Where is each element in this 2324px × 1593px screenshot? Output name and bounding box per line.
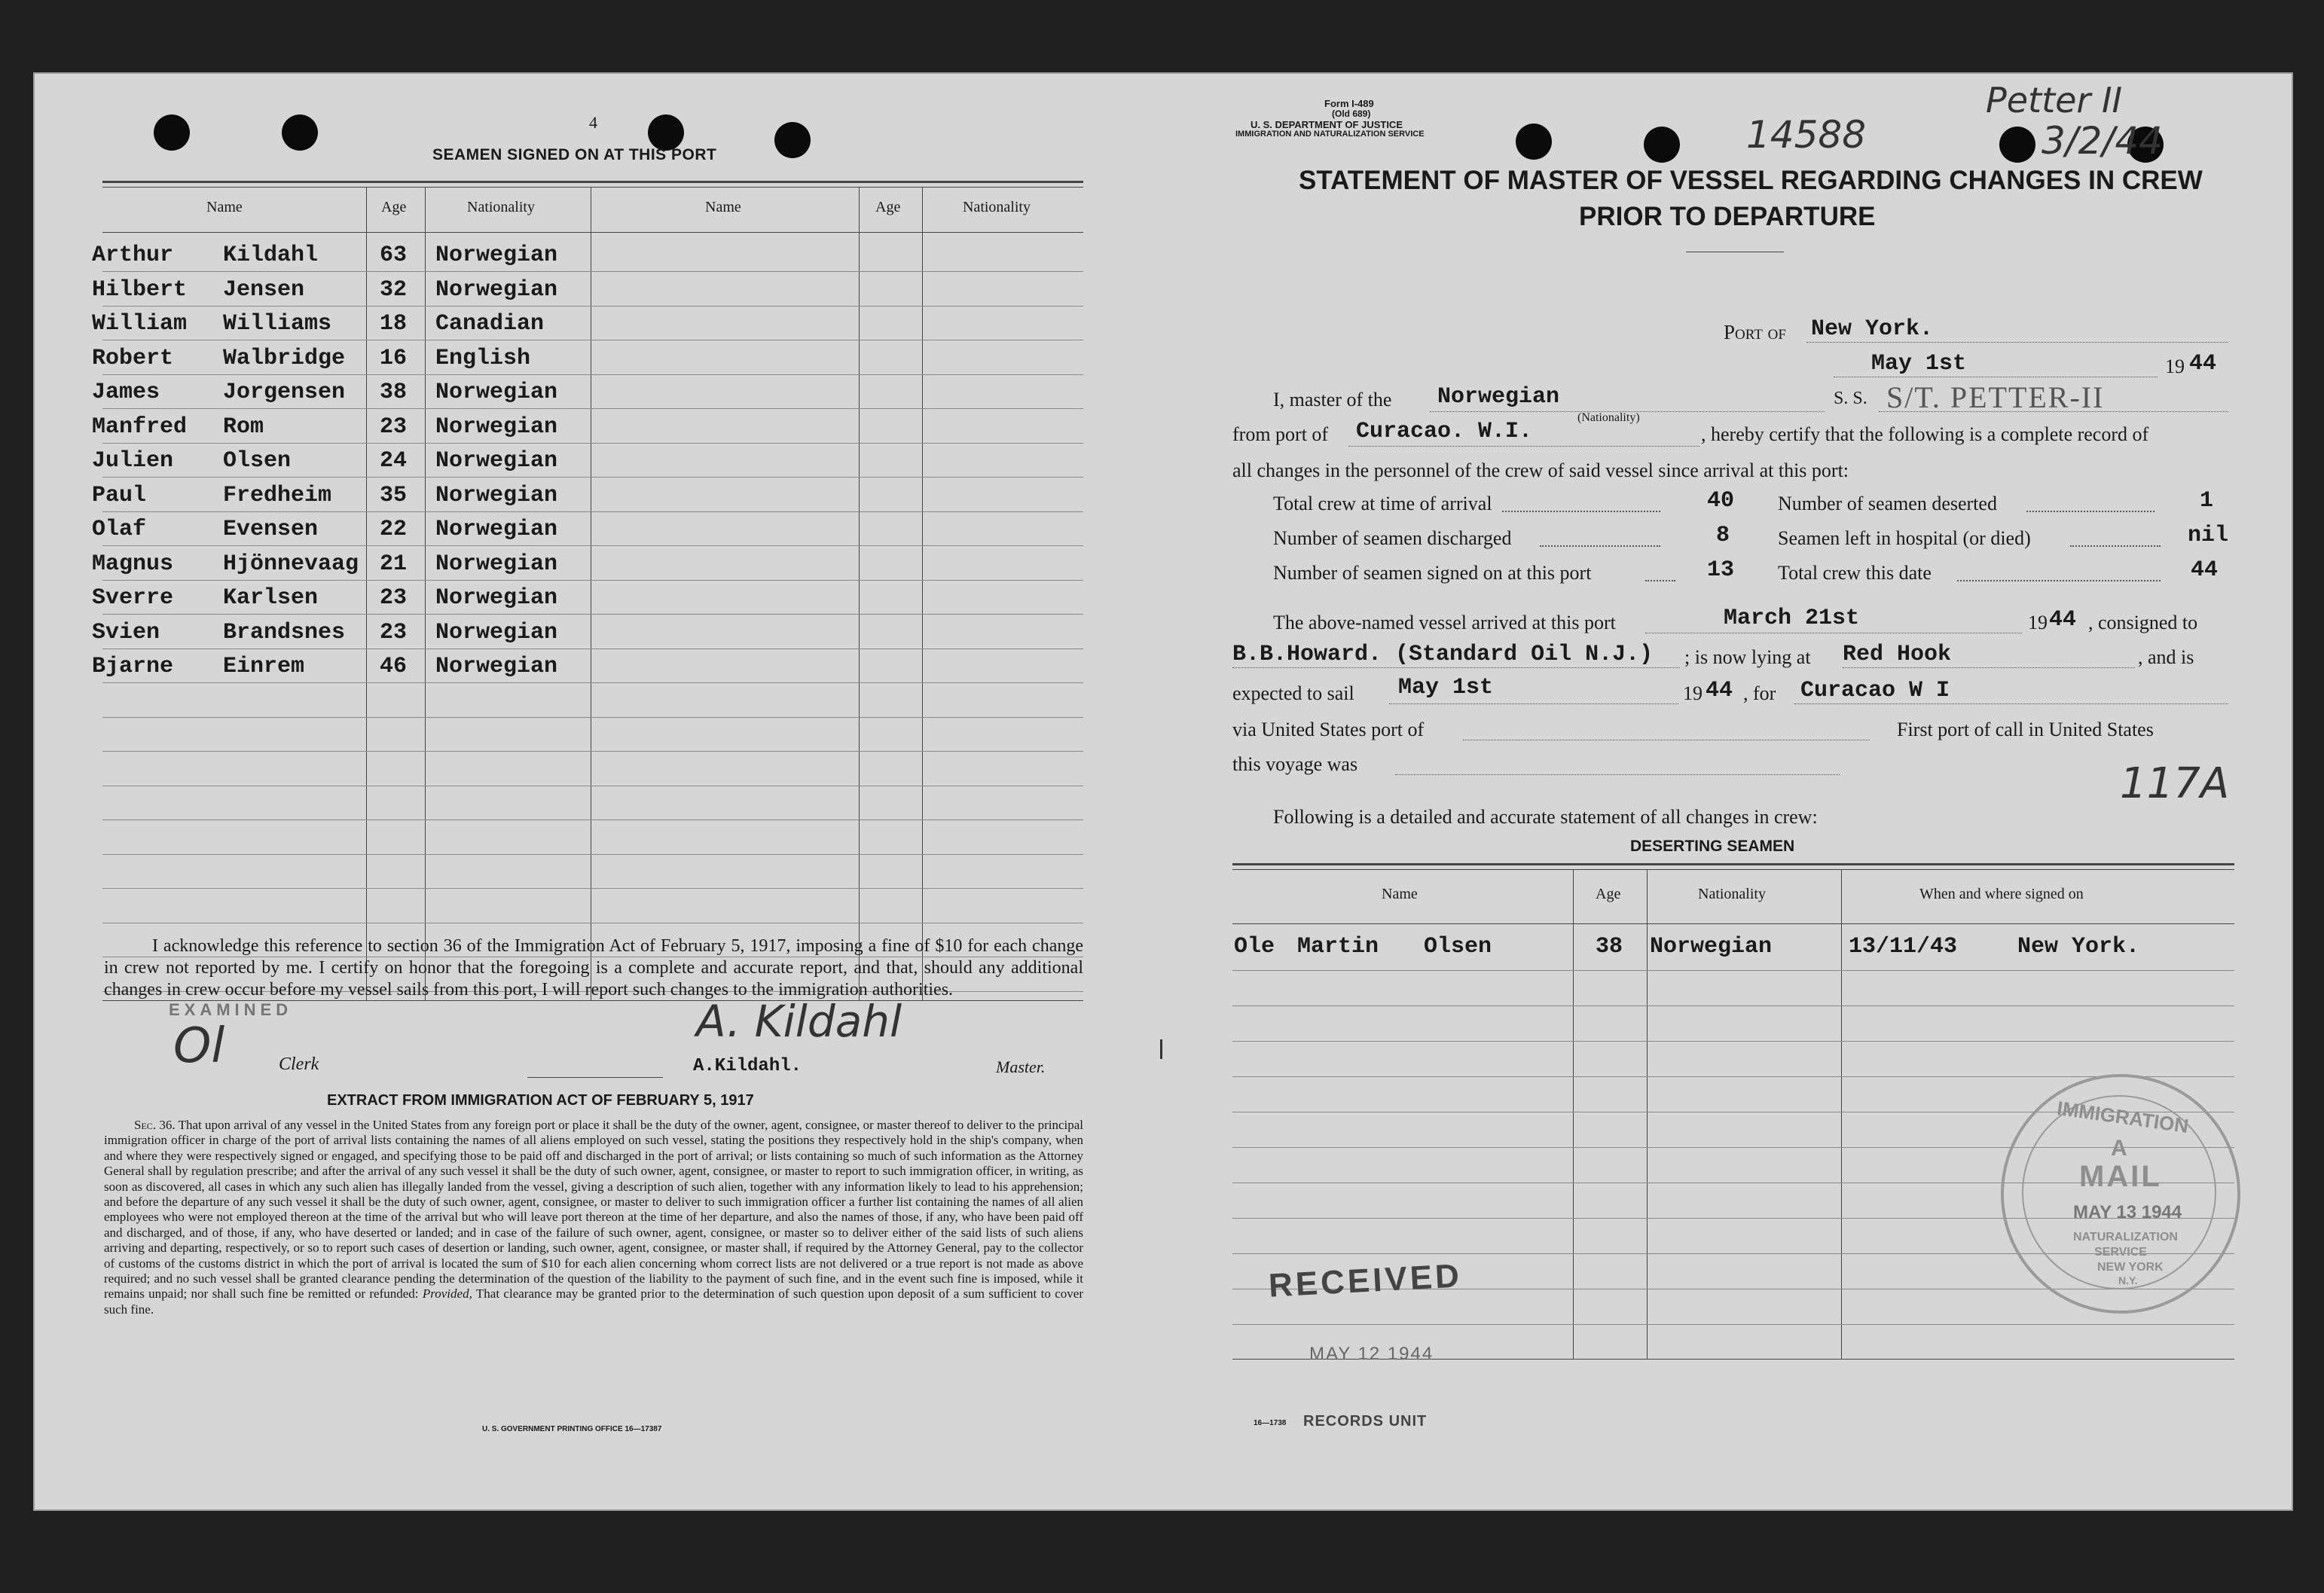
seaman-nationality: Norwegian (435, 619, 558, 645)
column-header-age: Age (381, 199, 407, 215)
deserter-signed-place: New York. (2017, 934, 2140, 960)
from-port-value: Curacao. W.I. (1356, 419, 1533, 444)
table-rule (102, 443, 1083, 444)
nationality-value: Norwegian (1437, 384, 1560, 410)
seaman-first-name: Paul (92, 482, 147, 508)
deserter-signed-date: 13/11/43 (1849, 934, 1958, 960)
seaman-last-name: Evensen (223, 517, 319, 542)
table-rule (102, 511, 1083, 512)
mail-stamp-top: IMMIGRATION (2055, 1096, 2191, 1138)
clerk-label: Clerk (279, 1054, 319, 1074)
fold-mark (1160, 1039, 1162, 1059)
total-date-label: Total crew this date (1778, 562, 1932, 584)
deserter-age: 38 (1596, 934, 1623, 960)
port-value: New York. (1811, 316, 1934, 342)
seaman-age: 18 (380, 311, 408, 337)
voyage-label: this voyage was (1232, 753, 1358, 775)
seaman-age: 21 (380, 551, 408, 577)
seaman-last-name: Jensen (223, 276, 305, 303)
column-header-name: Name (705, 199, 741, 215)
form-subtitle: PRIOR TO DEPARTURE (1579, 202, 1876, 231)
following-text: Following is a detailed and accurate statement of all changes in crew: (1273, 806, 1818, 828)
clerk-initials: Ol (173, 1018, 225, 1074)
from-port-label: from port of (1232, 423, 1329, 445)
seaman-last-name: Olsen (223, 448, 292, 474)
table-rule (102, 580, 1083, 581)
seaman-first-name: Manfred (92, 414, 188, 440)
des-header-when-where: When and where signed on (1919, 886, 2084, 902)
department: U. S. DEPARTMENT OF JUSTICE (1251, 119, 1403, 130)
destination: Curacao W I (1800, 678, 1950, 703)
punch-hole (1516, 124, 1552, 160)
deserter-first-name: Ole (1234, 934, 1275, 960)
discharged-value: 8 (1716, 523, 1730, 548)
handwritten-code: 117A (2120, 759, 2230, 808)
form-title: STATEMENT OF MASTER OF VESSEL REGARDING CHANGES IN CREW (1299, 166, 2203, 195)
sail-date: May 1st (1398, 675, 1494, 700)
form-number: Form I-489 (1324, 98, 1374, 109)
section-title: SEAMEN SIGNED ON AT THIS PORT (432, 146, 717, 163)
table-rule (102, 888, 1083, 889)
column-header-age: Age (875, 199, 901, 215)
service: IMMIGRATION AND NATURALIZATION SERVICE (1235, 130, 1425, 139)
extract-text: Sec. 36. That upon arrival of any vessel in the United States from any foreign port or place it shall be the duty of the owner, agent, consignee, or master thereof to deliver to the principal immigration officer in charge of the port of arrival lists containing the names of all aliens employed on such vessel, stating the positions they respectively hold in the ship's company, when and where they were respectively signed or engaged, and specifying those to be paid off and discharged in the port of arrival; or lists containing so much of such information as the Attorney General shall by regulation prescribe; and after the arrival of any such vessel it shall be the duty of such owner, agent, consignee, or master to report to such immigration officer, in writing, as soon as discovered, all cases in which any such alien has illegally landed from the vessel, giving a description of such alien, together with any information likely to lead to his apprehension; and before the departure of any such vessel it shall be the duty of such owner, agent, consignee, or master to deliver to such immigration officer a further list containing the names of all alien employees who were not employed thereon at the time of the arrival but who will leave port thereon at the time of her departure, and also the names of those, if any, who have been paid off and discharged, and of those, if any, who have deserted or landed; and in case of the failure of such owner, agent, consignee, or master so to deliver either of the said lists of such aliens arriving and departing, respectively, or so to report such cases of desertion or landing, such owner, agent, consignee, or master shall, if required by the Attorney General, pay to the collector of customs of the customs district in which the port of arrival is located the sum of $10 for each alien concerning whom correct lists are not delivered or a true report is not made as above required; and no such vessel shall be granted clearance pending the determination of the question of the liability to the payment of such fine, and in the event such fine is imposed, while it remains unpaid; nor shall such fine be remitted or refunded: Provided, That clearance may be granted prior to the determination of such question upon deposit of a sum sufficient to cover such fine. (104, 1118, 1083, 1317)
total-date-value: 44 (2191, 557, 2219, 583)
seaman-last-name: Williams (223, 311, 332, 337)
seaman-nationality: Norwegian (435, 585, 558, 611)
seaman-first-name: James (92, 380, 160, 405)
mail-stamp-line3: NEW YORK (2097, 1261, 2164, 1274)
seaman-first-name: Svien (92, 619, 160, 645)
consigned-label: , consigned to (2088, 612, 2198, 633)
master-of-label: I, master of the (1273, 389, 1392, 410)
acknowledgement-text: I acknowledge this reference to section 36 of the Immigration Act of February 5, 1917, imposing a fine of $10 for each change in crew not reported by me. I certify on honor that the foregoing is a complete and accurate report, and that, should any additional changes in crew occur before my vessel sails from this port, I will report such changes to the immigration authorities. (104, 936, 1083, 999)
seaman-age: 38 (380, 380, 408, 405)
seaman-first-name: Sverre (92, 585, 174, 611)
extract-title: EXTRACT FROM IMMIGRATION ACT OF FEBRUARY 5, 1917 (327, 1092, 754, 1109)
table-rule (102, 477, 1083, 478)
seaman-nationality: Norwegian (435, 482, 558, 508)
date-value: May 1st (1871, 351, 1967, 377)
seaman-last-name: Einrem (223, 654, 305, 679)
seaman-age: 23 (380, 619, 408, 645)
column-header-name: Name (206, 199, 243, 215)
year-prefix: 19 (2165, 356, 2185, 377)
records-unit-stamp: RECORDS UNIT (1303, 1413, 1428, 1430)
table-rule (102, 545, 1083, 546)
deserter-last-name: Olsen (1424, 934, 1492, 960)
ss-label: S. S. (1834, 389, 1867, 408)
seaman-age: 24 (380, 448, 408, 474)
mail-stamp-line2: SERVICE (2094, 1246, 2147, 1259)
deserter-middle-name: Martin (1297, 934, 1379, 960)
seaman-first-name: Julien (92, 448, 174, 474)
sail-year-prefix: 19 (1683, 682, 1703, 704)
signed-on-value: 13 (1707, 557, 1735, 583)
seaman-first-name: Magnus (92, 551, 174, 577)
table-rule (102, 271, 1083, 272)
port-label: Port of (1724, 321, 1786, 343)
total-arrival-label: Total crew at time of arrival (1273, 493, 1492, 514)
seaman-nationality: Norwegian (435, 551, 558, 577)
seaman-first-name: Arthur (92, 243, 174, 268)
table-rule (102, 682, 1083, 683)
table-rule (102, 408, 1083, 409)
arrived-date: March 21st (1724, 606, 1860, 631)
master-signature: A. Kildahl (696, 996, 902, 1047)
arrived-year-prefix: 19 (2028, 612, 2048, 633)
table-rule (102, 614, 1083, 615)
seaman-nationality: Norwegian (435, 414, 558, 440)
consignee: B.B.Howard. (Standard Oil N.J.) (1232, 642, 1654, 667)
des-header-name: Name (1382, 886, 1418, 902)
certify-text-2: all changes in the personnel of the crew of said vessel since arrival at this port: (1232, 459, 1849, 481)
via-label: via United States port of (1232, 719, 1425, 740)
mail-stamp-line4: N.Y. (2118, 1274, 2138, 1286)
deserting-title: DESERTING SEAMEN (1630, 838, 1795, 855)
punch-hole (282, 114, 318, 151)
seaman-nationality: English (435, 345, 531, 371)
table-rule (1232, 1324, 2234, 1325)
seaman-nationality: Norwegian (435, 517, 558, 542)
handwritten-date-note: 3/2/44 (2042, 119, 2163, 163)
des-header-nationality: Nationality (1698, 886, 1766, 902)
table-rule (102, 374, 1083, 375)
column-header-nationality: Nationality (963, 199, 1031, 215)
lying-label: ; is now lying at (1684, 646, 1811, 668)
seaman-last-name: Hjönnevaag (223, 551, 359, 577)
seaman-age: 16 (380, 345, 408, 371)
ship-name: S/T. PETTER-II (1886, 380, 2105, 414)
seaman-nationality: Norwegian (435, 276, 558, 303)
seaman-last-name: Fredheim (223, 482, 332, 508)
punch-hole (648, 114, 684, 151)
seaman-nationality: Norwegian (435, 654, 558, 679)
seaman-age: 46 (380, 654, 408, 679)
seaman-last-name: Rom (223, 414, 264, 440)
hospital-label: Seamen left in hospital (or died) (1778, 527, 2031, 549)
year-value: 44 (2189, 351, 2217, 377)
expected-label: expected to sail (1232, 682, 1354, 704)
handwritten-file-number: 14588 (1746, 113, 1867, 157)
seaman-last-name: Walbridge (223, 345, 346, 371)
seaman-age: 23 (380, 585, 408, 611)
seaman-first-name: Hilbert (92, 276, 188, 303)
seaman-age: 23 (380, 414, 408, 440)
seaman-nationality: Norwegian (435, 380, 558, 405)
seaman-age: 35 (380, 482, 408, 508)
received-date: MAY 12 1944 (1309, 1344, 1434, 1364)
mail-stamp-date: MAY 13 1944 (2073, 1202, 2182, 1222)
examined-stamp: EXAMINED (169, 1000, 293, 1019)
table-rule (102, 648, 1083, 649)
des-header-age: Age (1596, 886, 1621, 902)
master-label: Master. (996, 1057, 1046, 1076)
punch-hole (1999, 127, 2035, 163)
table-rule (102, 751, 1083, 752)
seaman-first-name: Olaf (92, 517, 147, 542)
and-is-label: , and is (2138, 646, 2194, 668)
form-old-number: (Old 689) (1332, 108, 1371, 119)
footer-code: 16—1738 (1254, 1419, 1287, 1427)
seaman-first-name: Bjarne (92, 654, 174, 679)
first-port-label: First port of call in United States (1897, 719, 2154, 740)
seaman-nationality: Norwegian (435, 243, 558, 268)
received-stamp: RECEIVED (1267, 1257, 1464, 1305)
table-rule (1232, 1041, 2234, 1042)
seaman-first-name: Robert (92, 345, 174, 371)
arrived-label: The above-named vessel arrived at this port (1273, 612, 1616, 633)
table-rule (1232, 970, 2234, 971)
seaman-age: 22 (380, 517, 408, 542)
deserter-nationality: Norwegian (1650, 934, 1773, 960)
handwritten-vessel-note: Petter II (1986, 80, 2123, 121)
document-page (33, 72, 2293, 1511)
lying-at: Red Hook (1843, 642, 1952, 667)
seaman-last-name: Karlsen (223, 585, 319, 611)
signed-on-label: Number of seamen signed on at this port (1273, 562, 1592, 584)
seaman-age: 32 (380, 276, 408, 303)
seaman-last-name: Kildahl (223, 243, 319, 268)
punch-hole (1644, 127, 1680, 163)
for-label: , for (1743, 682, 1776, 704)
table-rule (102, 306, 1083, 307)
total-arrival-value: 40 (1707, 488, 1735, 514)
table-rule (1232, 1076, 2234, 1077)
punch-hole (774, 122, 811, 158)
seaman-last-name: Jorgensen (223, 380, 346, 405)
discharged-label: Number of seamen discharged (1273, 527, 1512, 549)
printer-line: U. S. GOVERNMENT PRINTING OFFICE 16—17387 (482, 1425, 662, 1433)
seaman-age: 63 (380, 243, 408, 268)
column-header-nationality: Nationality (467, 199, 535, 215)
seaman-nationality: Norwegian (435, 448, 558, 474)
certify-text: , hereby certify that the following is a complete record of (1701, 423, 2149, 445)
mail-stamp-a: A (2111, 1136, 2127, 1161)
mail-stamp-line1: NATURALIZATION (2073, 1231, 2178, 1244)
punch-hole (154, 114, 190, 151)
seaman-nationality: Canadian (435, 311, 545, 337)
seaman-last-name: Brandsnes (223, 619, 346, 645)
seaman-first-name: William (92, 311, 188, 337)
mail-stamp-mail: MAIL (2079, 1160, 2162, 1193)
table-rule (102, 819, 1083, 820)
deserted-label: Number of seamen deserted (1778, 493, 1997, 514)
master-name: A.Kildahl. (693, 1056, 802, 1076)
table-rule (102, 854, 1083, 855)
sail-year: 44 (1706, 678, 1733, 703)
table-rule (102, 717, 1083, 718)
arrived-year: 44 (2049, 607, 2077, 633)
hospital-value: nil (2188, 523, 2229, 548)
nationality-caption: (Nationality) (1577, 411, 1640, 424)
page-number: 4 (589, 113, 597, 132)
deserted-value: 1 (2200, 488, 2214, 514)
